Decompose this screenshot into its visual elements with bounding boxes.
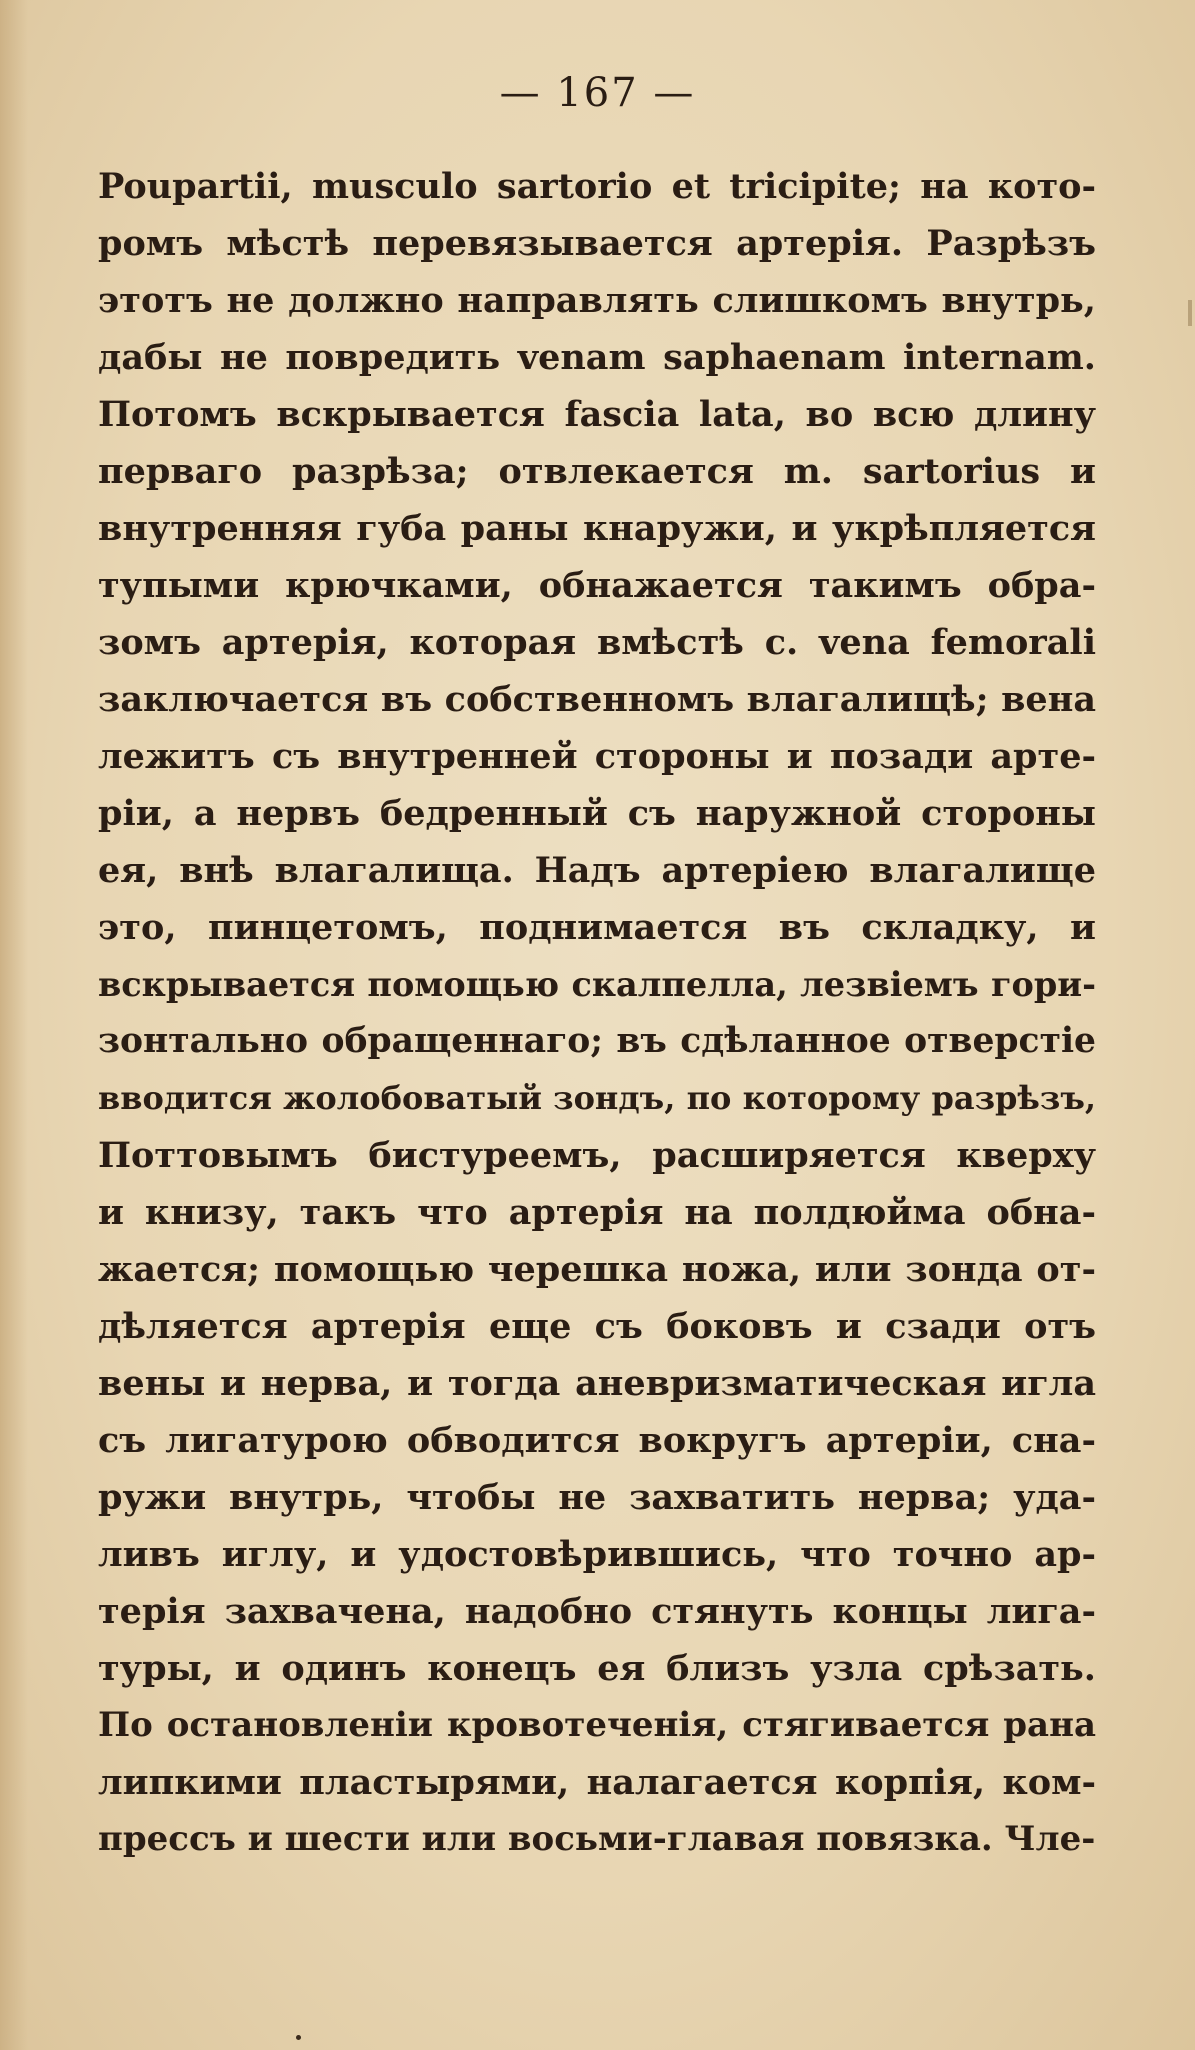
- text-line: ріи, а нервъ бедренный съ наружной стороны: [98, 793, 1096, 834]
- ink-spot: [296, 2035, 301, 2040]
- text-line: ромъ мѣстѣ перевязывается артерія. Разрѣзъ: [98, 223, 1096, 264]
- text-line: дѣляется артерія еще съ боковъ и сзади отъ: [98, 1306, 1096, 1347]
- page-number: — 167 —: [499, 70, 696, 116]
- text-line: ея, внѣ влагалища. Надъ артеріею влагалище: [98, 850, 1096, 891]
- body-text: [98, 158, 1096, 1868]
- text-line: вены и нерва, и тогда аневризматическая игла: [98, 1363, 1096, 1404]
- text-line: Поттовымъ бистуреемъ, расширяется кверху: [98, 1135, 1096, 1176]
- text-line: вводится жолобоватый зондъ, по которому разрѣзъ,: [98, 1079, 1096, 1117]
- text-line: этотъ не должно направлять слишкомъ внутрь,: [98, 280, 1096, 321]
- binding-shadow: [0, 0, 28, 2050]
- text-line: По остановленіи кровотеченія, стягивается рана: [98, 1705, 1096, 1745]
- text-line: зомъ артерія, которая вмѣстѣ с. vena femorali: [98, 622, 1096, 663]
- text-line: прессъ и шести или восьми-главая повязка. Чле-: [98, 1819, 1096, 1859]
- text-line: съ лигатурою обводится вокругъ артеріи, сна-: [98, 1420, 1096, 1461]
- text-line: жается; помощью черешка ножа, или зонда от-: [98, 1249, 1096, 1290]
- text-line: зонтально обращеннаго; въ сдѣланное отверстіе: [98, 1021, 1096, 1061]
- text-line: внутренняя губа раны кнаружи, и укрѣпляется: [98, 508, 1096, 549]
- text-line: Poupartii, musculo sartorio et tricipite; на кото-: [98, 166, 1096, 207]
- text-line: тупыми крючками, обнажается такимъ обра-: [98, 565, 1096, 606]
- text-line: Потомъ вскрывается fascia lata, во всю длину: [98, 394, 1096, 435]
- text-line: лежитъ съ внутренней стороны и позади арте-: [98, 736, 1096, 777]
- text-line: терія захвачена, надобно стянуть концы лига-: [98, 1591, 1096, 1632]
- text-line: туры, и одинъ конецъ ея близъ узла срѣзать.: [98, 1648, 1096, 1689]
- text-line: дабы не повредить venam saphaenam internam.: [98, 337, 1096, 378]
- text-line: перваго разрѣза; отвлекается m. sartorius и: [98, 451, 1096, 492]
- text-line: это, пинцетомъ, поднимается въ складку, и: [98, 907, 1096, 948]
- text-line: липкими пластырями, налагается корпія, ком-: [98, 1762, 1096, 1803]
- text-line: ружи внутрь, чтобы не захватить нерва; уда-: [98, 1477, 1096, 1518]
- text-line: и книзу, такъ что артерія на полдюйма обна-: [98, 1192, 1096, 1233]
- text-line: ливъ иглу, и удостовѣрившись, что точно ар-: [98, 1534, 1096, 1575]
- text-line: вскрывается помощью скалпелла, лезвіемъ гори-: [98, 965, 1096, 1004]
- text-line: заключается въ собственномъ влагалищѣ; вена: [98, 679, 1096, 720]
- page-edge-mark: [1188, 300, 1192, 326]
